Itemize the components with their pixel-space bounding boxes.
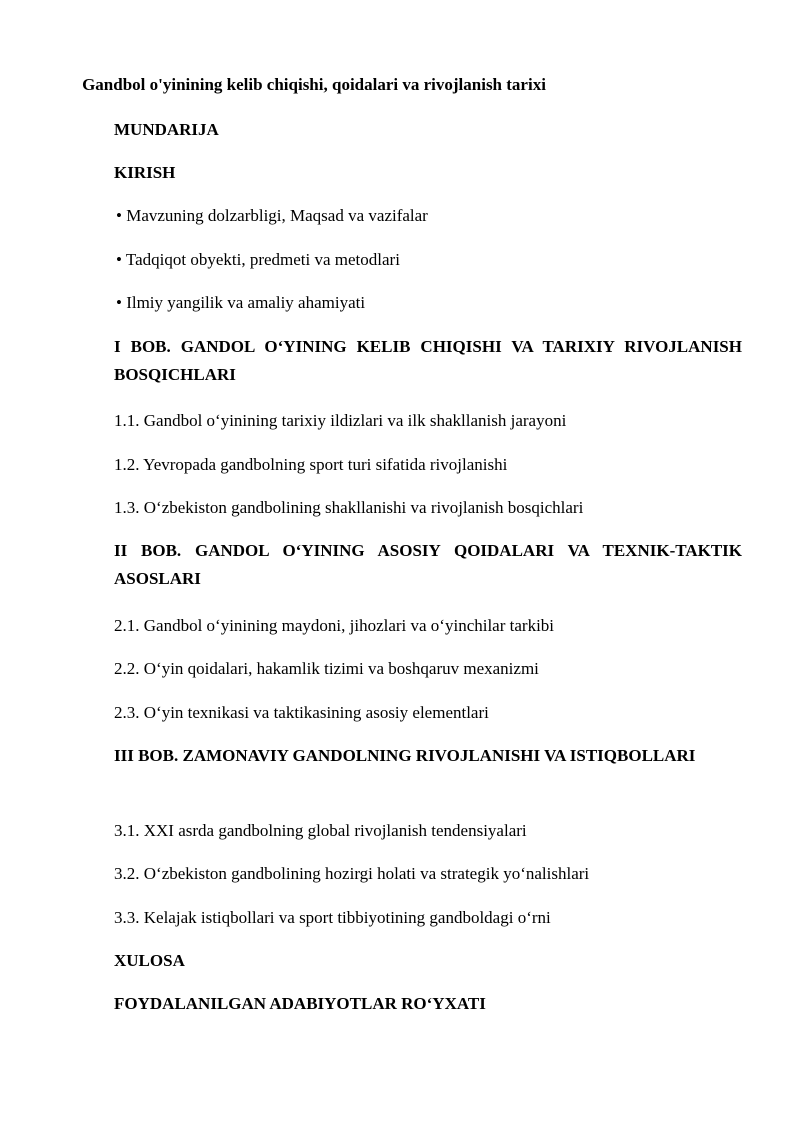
references-heading: FOYDALANILGAN ADABIYOTLAR RO‘YXATI [114, 994, 486, 1013]
section-item: 1.2. Yevropada gandbolning sport turi sifatida rivojlanishi [114, 455, 508, 474]
intro-item: • Mavzuning dolzarbligi, Maqsad va vazifalar [116, 206, 428, 225]
intro-item: • Ilmiy yangilik va amaliy ahamiyati [116, 293, 366, 312]
section-item: 3.2. O‘zbekiston gandbolining hozirgi holati va strategik yo‘nalishlari [114, 864, 590, 883]
section-item: 2.1. Gandbol o‘yinining maydoni, jihozlari va o‘yinchilar tarkibi [114, 616, 555, 635]
intro-item: • Tadqiqot obyekti, predmeti va metodlari [116, 250, 400, 269]
conclusion-heading: XULOSA [114, 951, 185, 970]
chapter-1-heading: I BOB. GANDOL O‘YINING KELIB CHIQISHI VA TARIXIY RIVOJLANISH BOSQICHLARI [114, 337, 742, 384]
section-item: 2.3. O‘yin texnikasi va taktikasining asosiy elementlari [114, 703, 489, 722]
section-item: 1.1. Gandbol o‘yinining tarixiy ildizlari va ilk shakllanish jarayoni [114, 411, 567, 430]
section-item: 2.2. O‘yin qoidalari, hakamlik tizimi va boshqaruv mexanizmi [114, 659, 539, 678]
contents-heading: MUNDARIJA [114, 120, 219, 139]
chapter-3-heading: III BOB. ZAMONAVIY GANDOLNING RIVOJLANISHI VA ISTIQBOLLARI [114, 746, 696, 765]
section-item: 1.3. O‘zbekiston gandbolining shakllanishi va rivojlanish bosqichlari [114, 498, 584, 517]
intro-heading: KIRISH [114, 163, 176, 182]
section-item: 3.1. XXI asrda gandbolning global rivojlanish tendensiyalari [114, 821, 527, 840]
section-item: 3.3. Kelajak istiqbollari va sport tibbiyotining gandboldagi o‘rni [114, 908, 551, 927]
document-title: Gandbol o'yinining kelib chiqishi, qoidalari va rivojlanish tarixi [82, 75, 546, 94]
chapter-2-heading: II BOB. GANDOL O‘YINING ASOSIY QOIDALARI VA TEXNIK-TAKTIK ASOSLARI [114, 541, 742, 588]
